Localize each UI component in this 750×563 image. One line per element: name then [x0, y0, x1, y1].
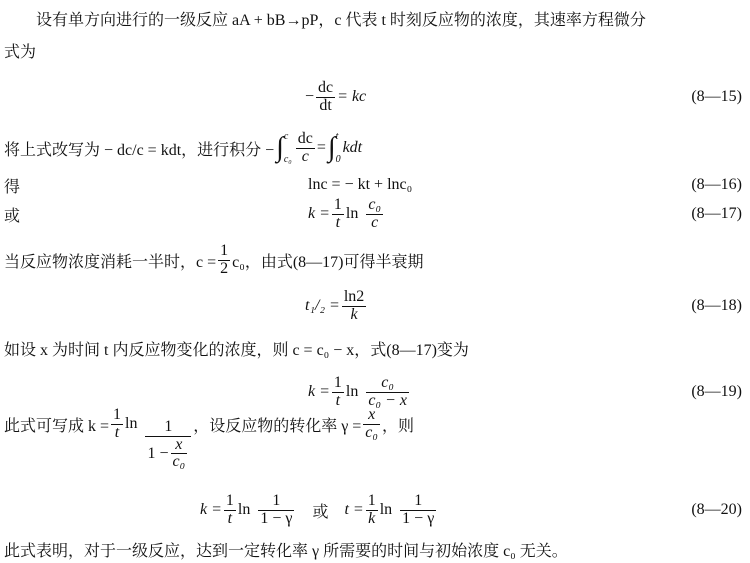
denominator: c₀ — [365, 423, 378, 441]
denominator: c₀ — [172, 453, 186, 471]
equation-body — [200, 493, 438, 528]
paragraph-line — [4, 337, 750, 360]
rhs: = kc — [337, 88, 367, 105]
equation-number: (8—16) — [691, 176, 742, 193]
denominator: c₀ − x — [368, 391, 407, 409]
denominator: k — [350, 305, 358, 323]
denominator: t — [227, 509, 233, 527]
integral-icon: ∫ — [276, 132, 284, 163]
equation-body — [305, 289, 368, 324]
equation-number: (8—15) — [691, 88, 742, 105]
numerator: 1 — [225, 491, 234, 509]
denominator: 1 − γ — [260, 509, 293, 527]
paragraph-line — [4, 127, 750, 169]
lower-limit: c₀ — [283, 154, 292, 165]
equation-8-18 — [0, 284, 750, 328]
upper-limit: c — [283, 131, 289, 142]
integral — [276, 131, 292, 165]
denominator: c — [301, 147, 309, 165]
lead-word: 得 — [4, 178, 21, 196]
text: 此式表明，对于一级反应，达到一定转化率 γ 所需要的时间与初始浓度 c₀ 无关。 — [4, 543, 568, 560]
numerator: 1 — [333, 373, 342, 391]
ln: ln — [125, 415, 138, 432]
text: ，则 — [381, 417, 414, 435]
numerator: dc — [318, 78, 334, 96]
denominator: 2 — [220, 259, 229, 277]
numerator: 1 — [333, 195, 342, 213]
denominator: 1 − γ — [402, 509, 435, 527]
text: c₀，由式(8—17)可得半衰期 — [232, 253, 424, 271]
ln: ln — [345, 205, 359, 222]
numerator: x — [175, 435, 183, 453]
text: 此式可写成 k = — [4, 417, 110, 435]
text: ，设反应物的转化率 γ = — [193, 417, 362, 435]
lhs: t₁/₂ = — [305, 297, 340, 314]
equation-number: (8—18) — [691, 297, 742, 314]
equals: = — [316, 139, 326, 156]
text: 当反应物浓度消耗一半时，c = — [4, 253, 217, 271]
or-word: 或 — [312, 503, 329, 521]
lhs: k = — [308, 383, 330, 400]
fraction — [296, 131, 315, 166]
numerator: c₀ — [381, 373, 394, 391]
paragraph-line — [4, 402, 750, 471]
upper-limit: t — [335, 131, 339, 142]
denominator: dt — [319, 96, 332, 114]
equation-number: (8—19) — [691, 383, 742, 400]
lhs: k = — [200, 501, 222, 518]
rhs: kdt — [342, 139, 363, 156]
equation-body: lnc = − kt + lnc₀ — [308, 176, 413, 193]
numerator: x — [368, 405, 376, 423]
denominator — [145, 437, 191, 472]
integral — [328, 131, 341, 165]
numerator: ln2 — [343, 287, 365, 305]
paragraph-line — [4, 39, 750, 62]
equation-8-17 — [0, 192, 750, 236]
denominator: t — [114, 423, 120, 441]
equation-body — [308, 197, 385, 232]
fraction — [316, 80, 335, 115]
denominator: k — [368, 509, 376, 527]
compound-fraction — [145, 419, 191, 471]
numerator: 1 — [367, 491, 376, 509]
lhs: k = — [308, 205, 330, 222]
ln: ln — [237, 501, 251, 518]
numerator: dc — [297, 129, 313, 147]
equation-number: (8—17) — [691, 205, 742, 222]
paragraph-line — [4, 538, 750, 561]
ln: ln — [345, 383, 359, 400]
numerator: 1 — [272, 491, 281, 509]
text: 将上式改写为 − dc/c = kdt，进行积分 − — [4, 141, 275, 159]
numerator: c₀ — [368, 195, 382, 213]
minus-sign: − — [305, 88, 315, 105]
equation-number: (8—20) — [691, 501, 742, 518]
paragraph-line — [36, 7, 750, 30]
text: 设有单方向进行的一级反应 aA + bB→pP，c 代表 t 时刻反应物的浓度，其速率方程微分 — [36, 12, 646, 29]
numerator: 1 — [164, 417, 173, 435]
integral-icon: ∫ — [327, 132, 336, 163]
denominator: c — [371, 213, 379, 231]
text: 1 − — [147, 444, 169, 462]
equation-8-20 — [0, 488, 750, 532]
denominator: t — [335, 213, 341, 231]
numerator: 1 — [414, 491, 423, 509]
text: 如设 x 为时间 t 内反应物变化的浓度，则 c = c₀ − x，式(8—17)变为 — [4, 342, 469, 359]
paragraph-line — [4, 238, 750, 282]
equation-body — [305, 80, 366, 115]
text: 式为 — [4, 44, 37, 61]
denominator: t — [335, 391, 341, 409]
lead-word: 或 — [4, 207, 21, 225]
lhs: t = — [344, 501, 364, 518]
ln: ln — [379, 501, 393, 518]
numerator: 1 — [113, 405, 122, 423]
numerator: 1 — [220, 241, 229, 259]
lower-limit: 0 — [335, 154, 341, 165]
equation-8-15 — [0, 76, 750, 118]
